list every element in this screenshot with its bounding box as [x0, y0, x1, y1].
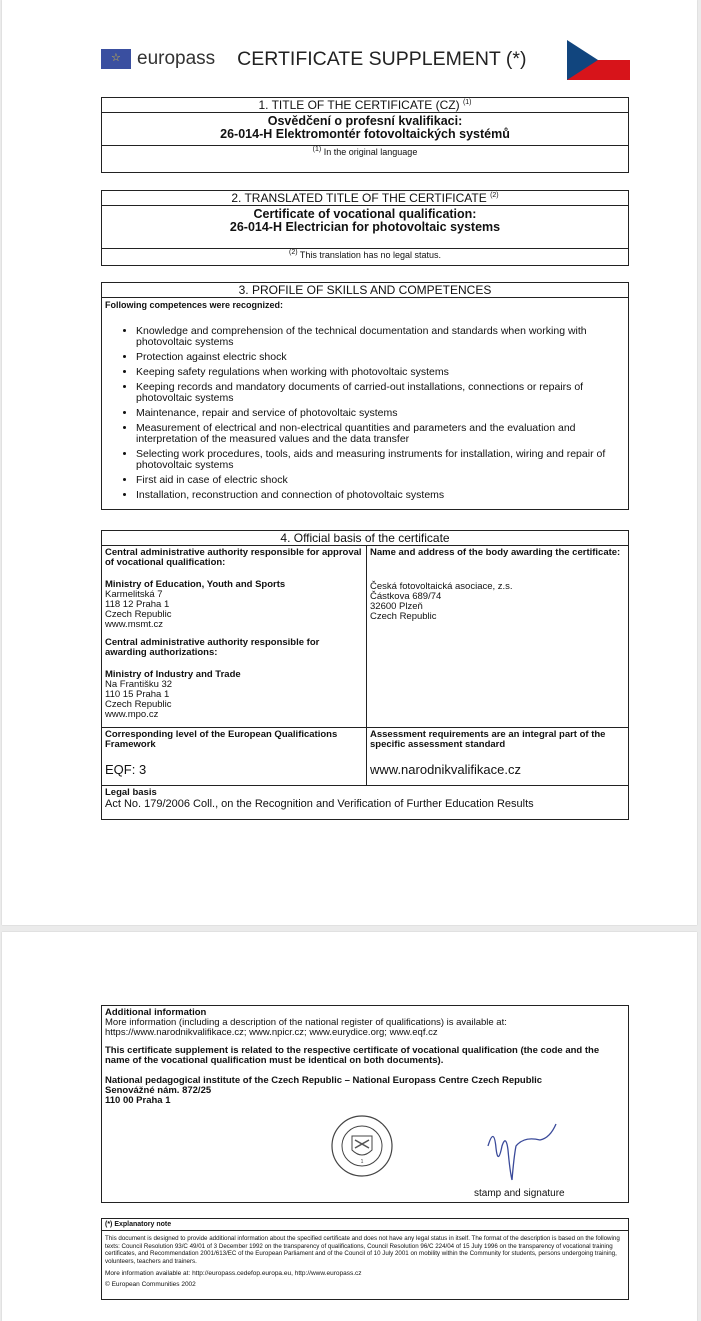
- competence-item: • Knowledge and comprehension of the technical documentation and standards when working with photovoltaic systems: [136, 326, 628, 348]
- institute-name: National pedagogical institute of the Czech Republic – National Europass Centre Czech Republic: [105, 1075, 543, 1086]
- ministry-education-name: Ministry of Education, Youth and Sports: [105, 579, 286, 590]
- additional-info-label: Additional information: [105, 1007, 207, 1018]
- s1-note-sup: (1): [312, 146, 322, 153]
- body-addr-4: Czech Republic: [370, 611, 437, 622]
- competence-item: • Measurement of electrical and non-electrical quantities and parameters and the evaluation and interpretation of the measured values and the data transfer: [136, 423, 628, 445]
- certificate-title-translated: [102, 206, 628, 249]
- competence-item: • Protection against electric shock: [136, 352, 628, 363]
- ministry-industry-address: [105, 680, 363, 720]
- authorization-authority-label: Central administrative authority responsible for awarding authorizations:: [105, 637, 320, 658]
- section-4-heading: 4. Official basis of the certificate: [102, 531, 628, 546]
- additional-information-box: [101, 1005, 629, 1203]
- eqf-cell: [102, 727, 367, 785]
- supplement-relation-note: This certificate supplement is related to the respective certificate of vocational qualification (the code and the name of the vocational qualification must be identical on both documents).: [105, 1045, 600, 1066]
- m2-addr-2: 110 15 Praha 1: [105, 689, 170, 700]
- s1-footnote: [102, 146, 628, 157]
- official-stamp-icon: [330, 1114, 394, 1178]
- m2-addr-1: Na Františku 32: [105, 679, 173, 690]
- explanatory-note-box: [101, 1218, 629, 1300]
- s2-note-sup: (2): [289, 249, 298, 256]
- eu-flag-icon: [101, 49, 131, 69]
- m1-addr-3: Czech Republic: [105, 609, 172, 620]
- section-3-heading: 3. PROFILE OF SKILLS AND COMPETENCES: [102, 283, 628, 298]
- explanatory-note-text: This document is designed to provide additional information about the specified certificate and does not have any legal status in itself. The format of the description is based on the following texts: Council Resolution 93/C 49/01 of 3 December 1992 on the transparency of qualifications, Council Resolution 96/C 224/04 of 15 July 1996 on the transparency of vocational training certificates, and Recommendation 2001/613/EC of the European Parliament and of the Council of 10 July 2001 on mobility within the Community for students, persons undergoing training, volunteers, teachers and trainers.: [105, 1235, 620, 1265]
- eqf-value: EQF: 3: [105, 762, 147, 777]
- s1-line2: 26-014-H Elektromontér fotovoltaických systémů: [220, 127, 510, 141]
- s2-note: This translation has no legal status.: [299, 250, 441, 260]
- section-official-basis: [101, 530, 629, 820]
- czech-flag-icon: [567, 40, 630, 80]
- s2-heading-text: 2. TRANSLATED TITLE OF THE CERTIFICATE: [231, 191, 487, 205]
- approval-authority-cell: [102, 546, 367, 727]
- s2-line2: 26-014-H Electrician for photovoltaic systems: [229, 220, 501, 234]
- ministry-education-address: [105, 590, 363, 630]
- s1-line1: Osvědčení o profesní kvalifikaci:: [267, 114, 463, 128]
- copyright-notice: © European Communities 2002: [105, 1281, 196, 1288]
- additional-info-links[interactable]: https://www.narodnikvalifikace.cz; www.npicr.cz; www.eurydice.org; www.eqf.cz: [105, 1027, 438, 1038]
- stamp-number: 1: [360, 1159, 364, 1165]
- assessment-url[interactable]: www.narodnikvalifikace.cz: [370, 762, 522, 777]
- eqf-label: Corresponding level of the European Qualifications Framework: [105, 729, 338, 750]
- legal-basis-cell: [102, 785, 629, 819]
- document-title: CERTIFICATE SUPPLEMENT (*): [237, 47, 527, 70]
- assessment-label: Assessment requirements are an integral part of the specific assessment standard: [370, 729, 606, 750]
- competence-item: • Keeping safety regulations when working with photovoltaic systems: [136, 367, 628, 378]
- more-info-links[interactable]: More information available at: http://europass.cedefop.europa.eu, http://www.europass.cz: [105, 1270, 362, 1277]
- assessment-cell: [367, 727, 629, 785]
- section-title-original: [101, 97, 629, 173]
- s2-heading-sup: (2): [490, 192, 499, 199]
- m1-addr-1: Karmelitská 7: [105, 589, 163, 600]
- institute-address-1: Senovážné nám. 872/25: [105, 1085, 212, 1096]
- s1-heading-text: 1. TITLE OF THE CERTIFICATE (CZ): [258, 98, 460, 112]
- awarding-body-cell: [367, 546, 629, 727]
- competence-item: • Installation, reconstruction and connection of photovoltaic systems: [136, 490, 628, 501]
- section-skills: [101, 282, 629, 510]
- m2-addr-3: Czech Republic: [105, 699, 172, 710]
- document-header: [101, 36, 631, 82]
- legal-basis-value: Act No. 179/2006 Coll., on the Recognition and Verification of Further Education Results: [105, 798, 534, 810]
- awarding-body-label: Name and address of the body awarding the certificate:: [370, 547, 621, 558]
- section-2-heading: [102, 191, 628, 206]
- s1-note: In the original language: [323, 147, 418, 157]
- s2-footnote: [102, 249, 628, 260]
- competences-intro: Following competences were recognized:: [105, 300, 284, 310]
- m1-addr-2: 118 12 Praha 1: [105, 599, 170, 610]
- body-addr-1: Česká fotovoltaická asociace, z.s.: [370, 581, 513, 592]
- stamp-signature-caption: stamp and signature: [474, 1188, 565, 1199]
- awarding-body-address: [370, 582, 626, 622]
- competence-item: • Selecting work procedures, tools, aids and measuring instruments for installation, wiring and repair of photovoltaic systems: [136, 449, 628, 471]
- europass-logo-text: europass: [137, 48, 216, 69]
- m2-addr-4: www.mpo.cz: [105, 709, 159, 720]
- signature-icon: [480, 1116, 560, 1186]
- body-addr-3: 32600 Plzeň: [370, 601, 423, 612]
- institute-address-2: 110 00 Praha 1: [105, 1095, 171, 1106]
- section-1-heading: [102, 98, 628, 113]
- additional-info-text: More information (including a description of the national register of qualifications) is available at:: [105, 1017, 507, 1028]
- certificate-title-original: [102, 113, 628, 146]
- competence-list: [102, 326, 628, 501]
- competence-item: • Maintenance, repair and service of photovoltaic systems: [136, 408, 628, 419]
- legal-basis-label: Legal basis: [105, 787, 157, 798]
- explanatory-note-label: (*) Explanatory note: [102, 1219, 628, 1231]
- body-addr-2: Částkova 689/74: [370, 591, 442, 602]
- competence-item: • Keeping records and mandatory documents of carried-out installations, connections or repairs of photovoltaic systems: [136, 382, 628, 404]
- competence-item: • First aid in case of electric shock: [136, 475, 628, 486]
- ministry-industry-name: Ministry of Industry and Trade: [105, 669, 241, 680]
- m1-addr-4: www.msmt.cz: [105, 619, 164, 630]
- approval-authority-label: Central administrative authority responsible for approval of vocational qualification:: [105, 547, 362, 568]
- s2-line1: Certificate of vocational qualification:: [253, 207, 477, 221]
- s1-heading-sup: (1): [462, 99, 472, 106]
- section-title-translated: [101, 190, 629, 266]
